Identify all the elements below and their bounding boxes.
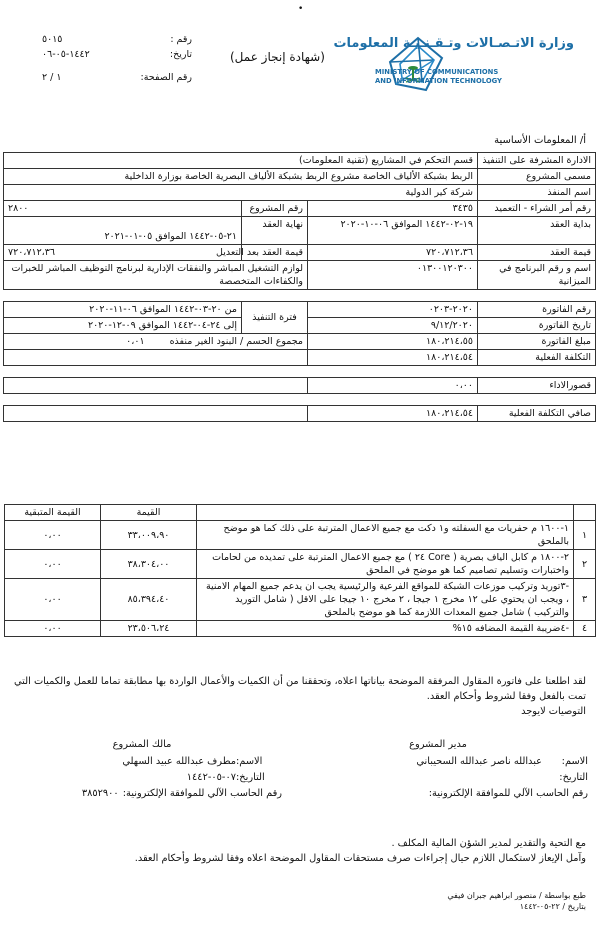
item-value: ٣٣،٠٠٩،٩٠ [101, 521, 197, 550]
end-label: نهاية العقد [242, 217, 308, 245]
owner-date-label: التاريخ: [236, 772, 265, 783]
items-header-row [5, 505, 596, 521]
info-gap-3 [3, 394, 595, 406]
info-row-net-cost [3, 406, 595, 422]
invoice-amount-label: مبلغ الفاتورة [478, 334, 596, 350]
meta-date-label: تاريخ: [169, 49, 192, 60]
manager-approval-row [288, 786, 588, 802]
item-value: ٢٣،٥٠٦،٢٤ [101, 621, 197, 637]
owner-approval-label: رقم الحاسب الآلي للموافقة الإلكترونية: [122, 788, 282, 799]
invoice-amount-value: ١٨٠،٢١٤،٥٥ [308, 334, 478, 350]
item-value: ٨٥،٣٩٤،٤٠ [101, 579, 197, 621]
statement-line-3: التوصيات لايوجد [521, 706, 586, 717]
net-cost-label: صافي التكلفة الفعلية [478, 406, 596, 422]
project-owner-signature [2, 737, 282, 802]
item-remaining: ٠،٠٠ [5, 579, 101, 621]
executor-label: اسم المنفذ [478, 185, 596, 201]
start-value: ١٩-٠٢-١٤٤٢ الموافق ٠٦-١٠-٢٠٢٠ [308, 217, 478, 245]
owner-date-row [2, 770, 282, 786]
manager-name-row [288, 754, 588, 770]
deduction-value: ٠،٠١ [126, 336, 145, 347]
project-value: الربط بشبكة الألياف الخاصة مشروع الربط بشبكة الألياف البصرية الخاصة بوزارة الداخلية [3, 169, 477, 185]
invoice-date-label: تاريخ الفاتورة [478, 318, 596, 334]
document-header [0, 18, 600, 108]
item-desc: ١-١٦٠٠ م حفريات مع السفلته و١ دكت مع جميع الاعمال المترتبة على ذلك كما هو موضح بالملحق [197, 521, 574, 550]
owner-approval-row [2, 786, 282, 802]
item-desc: ٢-١٨٠٠ م كابل الياف بصرية ( Core ٢٤ ) مع جميع الاعمال المترتبة على تمديده من لحامات واختبارات وتسليم تصاميم كما هو موضح في الملحق [197, 550, 574, 579]
info-gap-2 [3, 366, 595, 378]
contract-value: ٧٢٠،٧١٢،٣٦ [308, 245, 478, 261]
manager-name-value: عبدالله ناصر عبدالله السحيباني [416, 756, 542, 767]
printed-date: بتاريخ / ٢٢-٠٥-١٤٤٢ [519, 902, 586, 911]
manager-date-label: التاريخ: [559, 772, 588, 783]
table-row [5, 550, 596, 579]
info-row-actual-cost [3, 350, 595, 366]
net-cost-value: ١٨٠،٢١٤،٥٤ [308, 406, 478, 422]
meta-date-row [12, 47, 192, 62]
item-remaining: ٠،٠٠ [5, 550, 101, 579]
program-label: اسم و رقم البرنامج في الميزانية [478, 261, 596, 290]
po-label: رقم أمر الشراء - التعميد [478, 201, 596, 217]
statement-line-2: تمت بالفعل وفقا لشروط وأحكام العقد. [426, 691, 586, 702]
period-from: من ٢٠-٠٣-١٤٤٢ الموافق ٠٦-١١-٢٠٢٠ [3, 302, 241, 318]
invoice-no-value: ٢٠٢٠-٠٢٠٣ [308, 302, 478, 318]
owner-name-label: الاسم: [236, 756, 263, 767]
program-no: ٠١٣٠٠١٢٠٣٠٠ [308, 261, 478, 290]
item-num: ٣ [574, 579, 596, 621]
manager-role: مدير المشروع [409, 739, 467, 750]
executor-value: شركة كير الدولية [3, 185, 477, 201]
info-row-program [3, 261, 595, 290]
info-row-project [3, 169, 595, 185]
info-row-contract-value [3, 245, 595, 261]
item-value: ٣٨،٣٠٤،٠٠ [101, 550, 197, 579]
items-col-value: القيمة [101, 505, 197, 521]
item-num: ٢ [574, 550, 596, 579]
manager-name-label: الاسم: [561, 756, 588, 767]
actual-cost-label: التكلفة الفعلية [478, 350, 596, 366]
info-row-po [3, 201, 595, 217]
manager-approval-label: رقم الحاسب الآلي للموافقة الإلكترونية: [428, 788, 588, 799]
ministry-name-english-line2: AND INFORMATION TECHNOLOGY [375, 76, 502, 85]
document-meta [12, 32, 192, 85]
print-footer [447, 890, 586, 912]
scan-mark: • [298, 4, 304, 14]
info-row-dept [3, 153, 595, 169]
end-value: ٢١-٠٥-١٤٤٢ الموافق ٠٥-٠١-٢٠٢١ [3, 217, 241, 245]
item-num: ٤ [574, 621, 596, 637]
shortfall-label: قصورالاداء [478, 378, 596, 394]
net-cost-empty [3, 406, 307, 422]
owner-name-value: مطرف عبدالله عبيد السهلي [122, 756, 236, 767]
adjusted-value: ٧٢٠،٧١٢،٣٦ [3, 245, 241, 261]
meta-page-label: رقم الصفحة: [140, 72, 192, 83]
table-row [5, 621, 596, 637]
owner-role: مالك المشروع [112, 739, 172, 750]
project-manager-signature [288, 737, 588, 802]
manager-date-row [288, 770, 588, 786]
period-label: فترة التنفيذ [242, 302, 308, 334]
items-col-desc [197, 505, 574, 521]
item-remaining: ٠،٠٠ [5, 621, 101, 637]
deduction-cell [3, 334, 307, 350]
info-row-dates [3, 217, 595, 245]
period-to: إلى ٢٤-٠٤-١٤٤٢ الموافق ٠٩-١٢-٢٠٢٠ [3, 318, 241, 334]
shortfall-value: ٠،٠٠ [308, 378, 478, 394]
ministry-name-english-line1: MINISTRY OF COMMUNICATIONS [375, 68, 499, 76]
item-num: ١ [574, 521, 596, 550]
deduction-label: مجموع الحسم / البنود الغير منفذه [169, 336, 303, 347]
ministry-logo [333, 30, 590, 100]
closing-line-2: وآمل الإيعاز لاستكمال اللازم حيال إجراءات صرف مستحقات المقاول الموضحة اعلاه وفقا لشروط وأحكام العقد. [134, 853, 586, 864]
work-items-table [4, 504, 596, 637]
actual-cost-empty [3, 350, 307, 366]
verification-statement [10, 674, 586, 719]
ministry-name-arabic: وزارة الاتـصـالات وتـقـنـيـة المعلومات [333, 36, 574, 51]
owner-date-value: ٠٧-٠٥-١٤٤٢ [186, 772, 236, 783]
items-col-remaining: القيمة المتبقية [5, 505, 101, 521]
contract-value-label: قيمة العقد [478, 245, 596, 261]
adjusted-label: قيمة العقد بعد التعديل [242, 245, 308, 261]
invoice-no-label: رقم الفاتورة [478, 302, 596, 318]
project-label: مسمى المشروع [478, 169, 596, 185]
owner-name-row [2, 754, 282, 770]
meta-page-value: ١ / ٢ [42, 72, 62, 83]
shortfall-empty [3, 378, 307, 394]
table-row [5, 579, 596, 621]
statement-line-1: لقد اطلعنا على فاتورة المقاول المرفقة الموضحة بياناتها اعلاه، وتحققنا من أن الكميات والأعمال الواردة بها مطابقة تماما للعمل والكميات التي [14, 676, 586, 687]
item-desc: -٣توريد وتركيب موزعات الشبكة للمواقع الفرعية والرئيسية يجب ان يدعم جميع المهام الامنية ، ويجب ان يحتوي على ١٢ مخرج ١ جيجا ، ٢ مخرج ١٠ جيجا على الاقل ( شامل التوريد والتركيب ) شامل جميع المعدات اللازمة كما هو موضح بالملحق [197, 579, 574, 621]
invoice-date-value: ٩/١٢/٢٠٢٠ [308, 318, 478, 334]
po-value: ٣٤٣٥ [308, 201, 478, 217]
info-row-invoice-amount [3, 334, 595, 350]
project-no-value: ٢٨٠٠ [3, 201, 241, 217]
info-row-invoice-no [3, 302, 595, 318]
item-desc: -٤ضريبة القيمة المضافه ١٥% [197, 621, 574, 637]
table-row [5, 521, 596, 550]
closing-note [10, 836, 586, 866]
meta-number-value: ٥٠١٥ [42, 34, 63, 45]
basic-info-table [3, 152, 596, 422]
meta-number-label: رقم : [170, 34, 192, 45]
project-no-label: رقم المشروع [242, 201, 308, 217]
items-col-num [574, 505, 596, 521]
item-remaining: ٠،٠٠ [5, 521, 101, 550]
printed-by: طبع بواسطة / منصور ابراهيم جبران فيفي [447, 891, 586, 900]
document-title: (شهادة إنجاز عمل) [230, 50, 325, 64]
actual-cost-value: ١٨٠،٢١٤،٥٤ [308, 350, 478, 366]
dept-label: الادارة المشرفة على التنفيذ [478, 153, 596, 169]
start-label: بداية العقد [478, 217, 596, 245]
section-basic-info-title: أ/ المعلومات الأساسية [494, 135, 586, 146]
dept-value: قسم التحكم في المشاريع (تقنية المعلومات) [3, 153, 477, 169]
program-value: لوازم التشغيل المباشر والنفقات الإدارية لبرنامج التوظيف المباشر للخبرات والكفاءات المتخصصة [3, 261, 307, 290]
meta-number-row [12, 32, 192, 47]
info-row-executor [3, 185, 595, 201]
meta-page-row [12, 70, 192, 85]
owner-approval-value: ٣٨٥٢٩٠٠ [81, 788, 119, 799]
info-row-shortfall [3, 378, 595, 394]
info-gap-1 [3, 290, 595, 302]
meta-date-value: ١٤٤٢-٠٥-٠٦ [42, 49, 90, 60]
ministry-name-english [375, 68, 513, 85]
closing-line-1: مع التحية والتقدير لمدير الشؤن المالية المكلف . [391, 838, 586, 849]
